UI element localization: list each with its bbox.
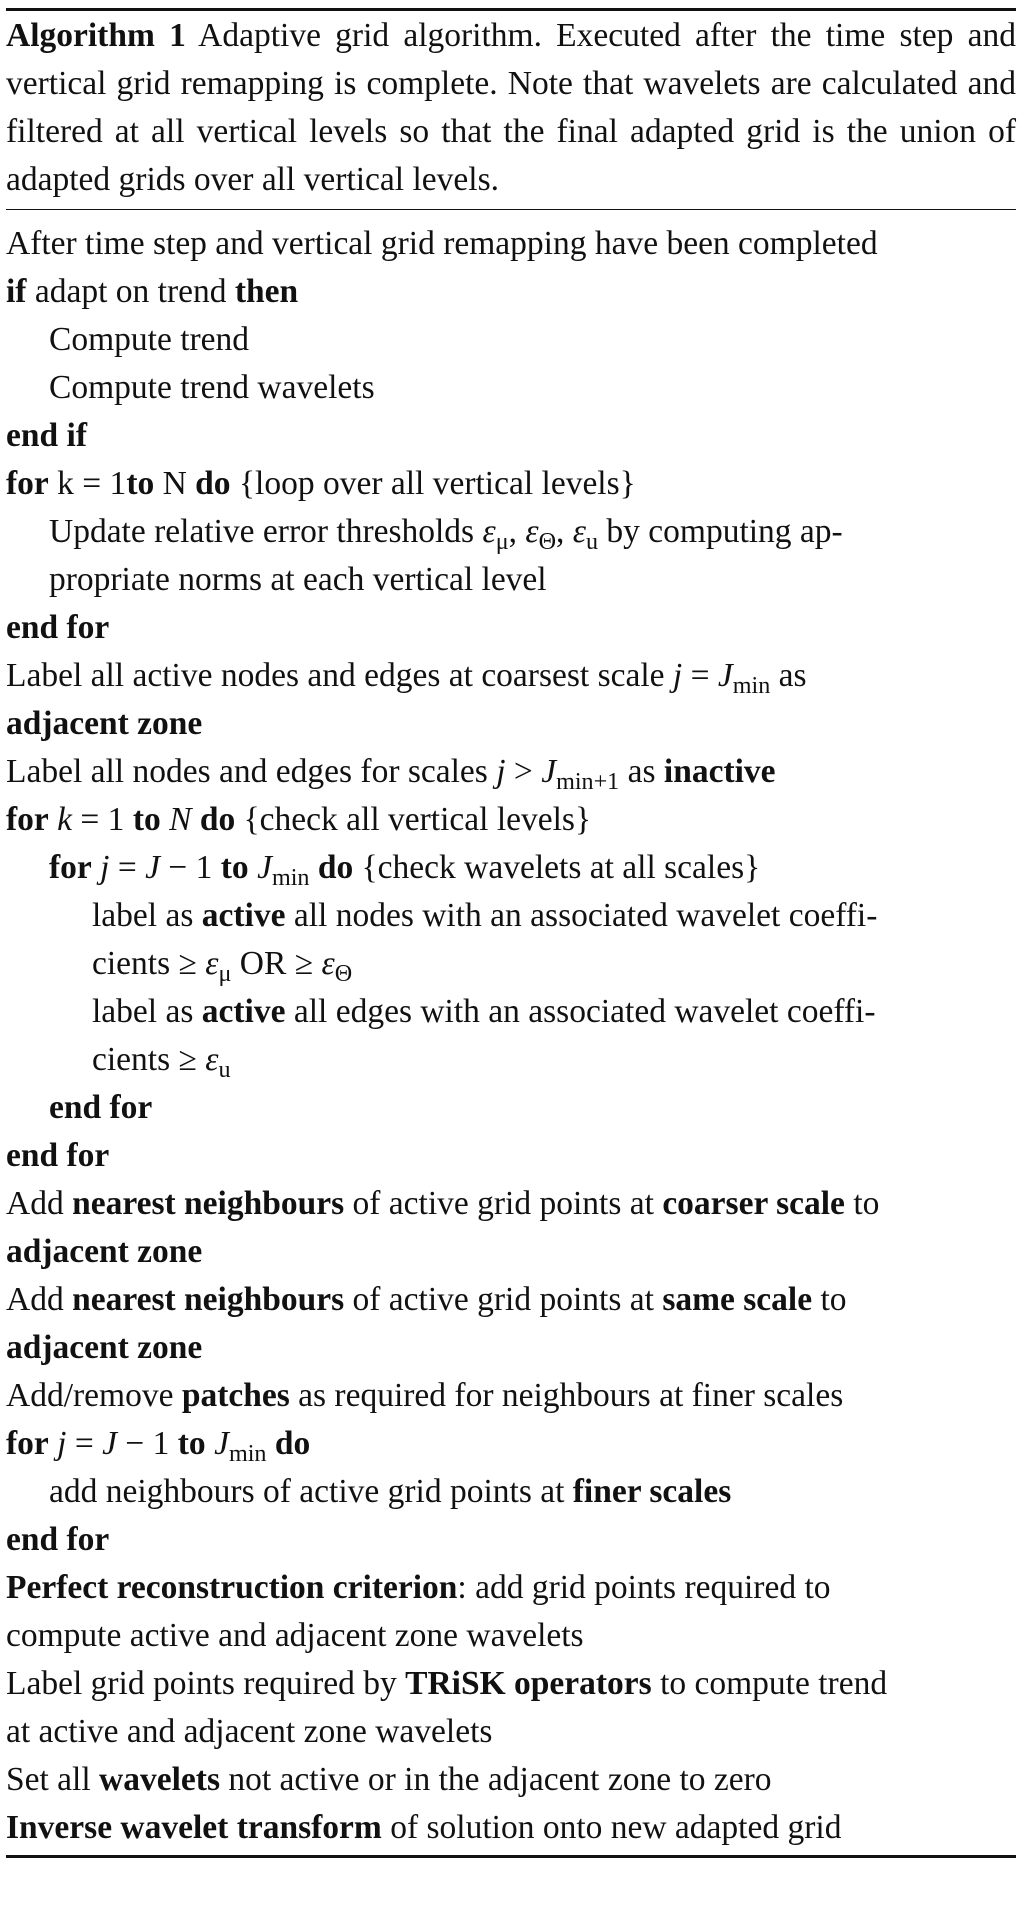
keyword-nearest-neighbours: nearest neighbours — [72, 1185, 345, 1222]
keyword-perfect-reconstruction: Perfect reconstruction criterion — [6, 1569, 458, 1606]
algo-line-15 — [6, 892, 1016, 940]
line-text: cients ≥ — [92, 1041, 206, 1078]
keyword-for: for — [6, 1425, 49, 1462]
keyword-if: if — [6, 273, 27, 310]
line-text: Label all active nodes and edges at coarsest scale — [6, 657, 673, 694]
algorithm-body — [6, 210, 1016, 1854]
line-text: Update relative error thresholds — [49, 513, 483, 550]
keyword-then: then — [234, 273, 299, 310]
algo-line-30 — [6, 1612, 1016, 1660]
operator: = — [682, 657, 718, 694]
epsilon-symbol: ε — [321, 945, 335, 982]
keyword-inactive: inactive — [663, 753, 776, 790]
algo-line-20 — [6, 1132, 1016, 1180]
separator: , — [508, 513, 526, 550]
line-text: label as — [92, 993, 202, 1030]
algo-line-21 — [6, 1180, 1016, 1228]
min-subscript: min — [228, 1440, 267, 1467]
line-text: Add — [6, 1281, 73, 1318]
keyword-for: for — [6, 801, 49, 838]
algo-line-10 — [6, 652, 1016, 700]
caption-text: Adaptive grid algorithm. Executed after the time step and vertical grid remapping is complete. Note that wavelets are calculated and filtered at all vertical levels so that the final adapted grid is the union of adapted grids over all vertical levels. — [6, 17, 1016, 198]
keyword-adjacent-zone: adjacent zone — [6, 1233, 203, 1270]
keyword-end-if: end if — [6, 417, 87, 454]
algo-line-18 — [6, 1036, 1016, 1084]
algo-line-2 — [6, 268, 1016, 316]
line-text: to — [812, 1281, 847, 1318]
operator: = 1 — [72, 801, 133, 838]
keyword-adjacent-zone: adjacent zone — [6, 705, 203, 742]
keyword-inverse-wavelet-transform: Inverse wavelet transform — [6, 1809, 382, 1846]
line-text: as — [619, 753, 664, 790]
line-text: k = 1 — [48, 465, 127, 502]
line-text: to — [844, 1185, 880, 1222]
mu-subscript: μ — [218, 960, 232, 987]
line-text: cients ≥ — [92, 945, 206, 982]
line-text: Label all nodes and edges for scales — [6, 753, 497, 790]
var-J: J — [102, 1425, 117, 1462]
line-text: Compute trend wavelets — [49, 369, 375, 406]
algo-line-27 — [6, 1468, 1016, 1516]
algo-line-32 — [6, 1708, 1016, 1756]
line-text: as required for neighbours at finer scales — [289, 1377, 844, 1414]
keyword-end-for: end for — [6, 1137, 110, 1174]
keyword-nearest-neighbours: nearest neighbours — [72, 1281, 345, 1318]
line-text: Compute trend — [49, 321, 250, 358]
theta-subscript: Θ — [538, 528, 556, 555]
operator: > — [505, 753, 542, 790]
keyword-to: to — [132, 801, 161, 838]
algo-line-3 — [6, 316, 1016, 364]
algo-line-4 — [6, 364, 1016, 412]
algo-line-17 — [6, 988, 1016, 1036]
algo-line-34 — [6, 1804, 1016, 1852]
line-text: : add grid points required to — [457, 1569, 831, 1606]
line-comment: {check wavelets at all scales} — [353, 849, 761, 886]
line-text: propriate norms at each vertical level — [49, 561, 547, 598]
line-text: adapt on trend — [26, 273, 235, 310]
algo-line-9 — [6, 604, 1016, 652]
line-text: Set all — [6, 1761, 100, 1798]
epsilon-symbol: ε — [482, 513, 496, 550]
algo-line-29 — [6, 1564, 1016, 1612]
algo-line-33 — [6, 1756, 1016, 1804]
line-comment: {loop over all vertical levels} — [230, 465, 636, 502]
keyword-for: for — [49, 849, 92, 886]
line-text: compute active and adjacent zone wavelets — [6, 1617, 584, 1654]
algo-line-1 — [6, 220, 1016, 268]
algo-line-14 — [6, 844, 1016, 892]
algo-line-28 — [6, 1516, 1016, 1564]
epsilon-symbol: ε — [205, 945, 219, 982]
var-J: J — [541, 753, 557, 790]
epsilon-symbol: ε — [205, 1041, 219, 1078]
line-text: all edges with an associated wavelet coeffi- — [285, 993, 876, 1030]
bottom-rule — [6, 1855, 1016, 1858]
keyword-end-for: end for — [6, 1521, 110, 1558]
line-text: Add/remove — [6, 1377, 182, 1414]
var-J: J — [257, 849, 272, 886]
keyword-active: active — [201, 897, 286, 934]
keyword-patches: patches — [181, 1377, 290, 1414]
algo-line-13 — [6, 796, 1016, 844]
keyword-wavelets: wavelets — [99, 1761, 220, 1798]
operator: = — [66, 1425, 103, 1462]
keyword-end-for: end for — [49, 1089, 153, 1126]
keyword-to: to — [177, 1425, 206, 1462]
algo-line-31 — [6, 1660, 1016, 1708]
keyword-same-scale: same scale — [662, 1281, 813, 1318]
min-plus-one-subscript: min+1 — [556, 768, 620, 795]
var-j: j — [57, 1425, 67, 1462]
u-subscript: u — [218, 1056, 231, 1083]
var-j: j — [100, 849, 110, 886]
theta-subscript: Θ — [334, 960, 353, 987]
var-J: J — [214, 1425, 229, 1462]
line-text: label as — [92, 897, 202, 934]
keyword-for: for — [6, 465, 49, 502]
var-j: j — [496, 753, 506, 790]
keyword-coarser-scale: coarser scale — [662, 1185, 845, 1222]
keyword-to: to — [220, 849, 249, 886]
line-text: Label grid points required by — [6, 1665, 406, 1702]
min-subscript: min — [271, 864, 310, 891]
keyword-end-for: end for — [6, 609, 110, 646]
line-text: of solution onto new adapted grid — [381, 1809, 842, 1846]
keyword-do: do — [199, 801, 236, 838]
operator: − 1 — [160, 849, 221, 886]
operator: − 1 — [117, 1425, 178, 1462]
algo-line-25 — [6, 1372, 1016, 1420]
keyword-adjacent-zone: adjacent zone — [6, 1329, 203, 1366]
line-text: as — [770, 657, 807, 694]
var-J: J — [717, 657, 733, 694]
line-text: Add — [6, 1185, 73, 1222]
algo-line-7 — [6, 508, 1016, 556]
line-text: N — [154, 465, 196, 502]
algo-line-5 — [6, 412, 1016, 460]
keyword-to: to — [126, 465, 155, 502]
keyword-finer-scales: finer scales — [572, 1473, 732, 1510]
algo-line-12 — [6, 748, 1016, 796]
line-text: OR ≥ — [231, 945, 322, 982]
caption-label: Algorithm 1 — [6, 17, 186, 54]
separator: , — [556, 513, 573, 550]
algorithm-caption — [6, 11, 1016, 207]
line-text: by computing ap- — [598, 513, 843, 550]
keyword-do: do — [274, 1425, 311, 1462]
line-text: of active grid points at — [344, 1281, 663, 1318]
line-text: to compute trend — [651, 1665, 888, 1702]
u-subscript: u — [585, 528, 599, 555]
line-text: of active grid points at — [344, 1185, 663, 1222]
min-subscript: min — [732, 672, 771, 699]
algo-line-24 — [6, 1324, 1016, 1372]
mu-subscript: μ — [495, 528, 509, 555]
algo-line-22 — [6, 1228, 1016, 1276]
algo-line-23 — [6, 1276, 1016, 1324]
line-comment: {check all vertical levels} — [235, 801, 592, 838]
algo-line-6 — [6, 460, 1016, 508]
line-text: add neighbours of active grid points at — [49, 1473, 573, 1510]
algorithm-box — [6, 8, 1016, 1858]
keyword-do: do — [317, 849, 354, 886]
algo-line-8 — [6, 556, 1016, 604]
line-text: not active or in the adjacent zone to zero — [219, 1761, 772, 1798]
epsilon-symbol: ε — [572, 513, 586, 550]
algo-line-26 — [6, 1420, 1016, 1468]
line-text: all nodes with an associated wavelet coeffi- — [285, 897, 878, 934]
algo-line-16 — [6, 940, 1016, 988]
algo-line-11 — [6, 700, 1016, 748]
keyword-active: active — [201, 993, 286, 1030]
var-k: k — [57, 801, 73, 838]
var-N: N — [169, 801, 192, 838]
keyword-do: do — [195, 465, 231, 502]
algo-line-19 — [6, 1084, 1016, 1132]
epsilon-symbol: ε — [525, 513, 539, 550]
line-text: at active and adjacent zone wavelets — [6, 1713, 493, 1750]
keyword-trisk-operators: TRiSK operators — [405, 1665, 652, 1702]
operator: = — [109, 849, 146, 886]
line-text: After time step and vertical grid remapping have been completed — [6, 225, 878, 262]
var-j: j — [672, 657, 683, 694]
var-J: J — [145, 849, 160, 886]
